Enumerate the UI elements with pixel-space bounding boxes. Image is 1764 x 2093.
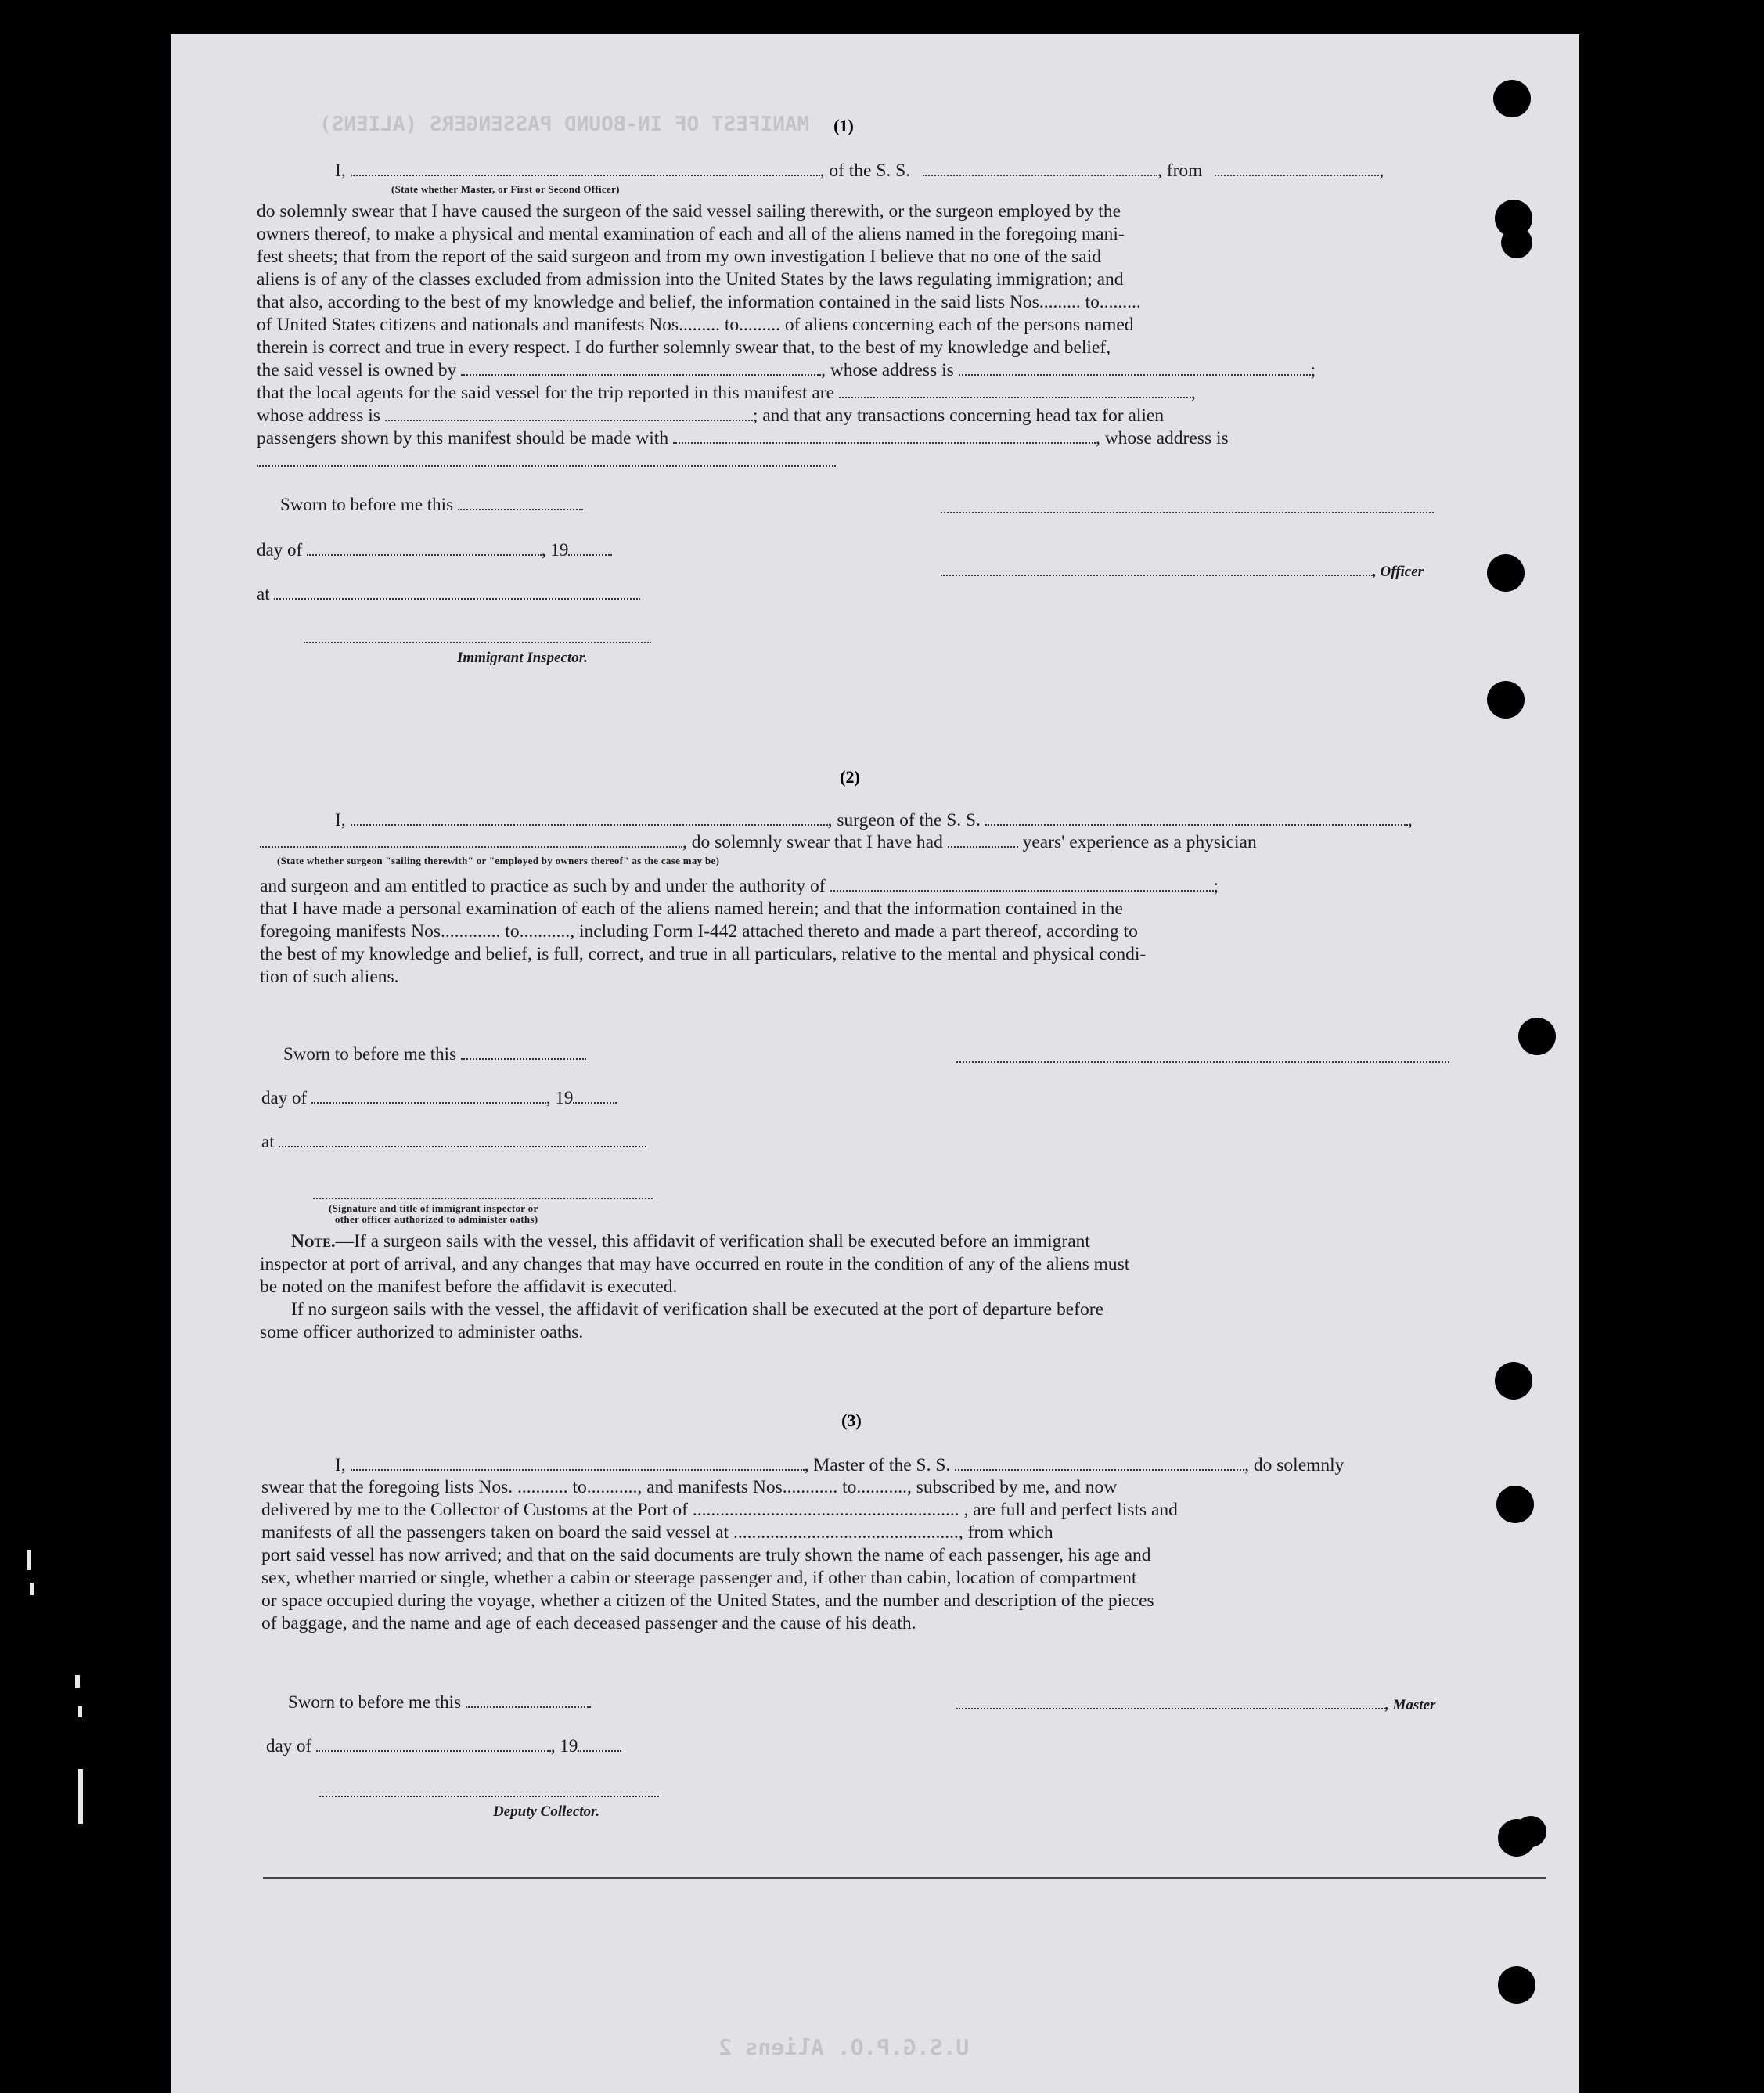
section-3-sworn <box>288 1692 591 1713</box>
contact-address-field[interactable] <box>257 463 836 467</box>
note-line: inspector at port of arrival, and any changes that may have occurred en route in the condition of any of the aliens must <box>260 1254 1130 1274</box>
document-page <box>171 34 1579 2093</box>
para-line: aliens is of any of the classes excluded from admission into the United States by the laws regulating immigration; and <box>257 269 1124 290</box>
years-experience-label: years' experience as a physician <box>1022 832 1257 852</box>
para-line: owners thereof, to make a physical and mental examination of each and all of the aliens named in the foregoing mani- <box>257 224 1125 244</box>
section-1-at <box>257 584 640 604</box>
scan-mark <box>75 1675 80 1688</box>
section-2-i: I, <box>335 810 346 830</box>
scan-mark <box>78 1769 83 1824</box>
head-tax-contact-field[interactable] <box>673 441 1096 444</box>
year-field[interactable] <box>568 553 612 556</box>
surgeon-of-ss-label: , surgeon of the S. S. <box>827 810 981 830</box>
surgeon-name-field[interactable] <box>351 823 828 826</box>
year-label: , 19 <box>541 540 569 560</box>
master-name-field[interactable] <box>351 1468 805 1471</box>
at-label: at <box>261 1132 275 1151</box>
note-text: —If a surgeon sails with the vessel, this affidavit of verification shall be executed before an immigrant <box>335 1231 1090 1252</box>
bleed-through-footer: U.S.G.P.O. Aliens 2 <box>718 2034 970 2060</box>
owner-address-label: , whose address is <box>821 360 954 380</box>
master-label: , Master <box>1385 1697 1436 1713</box>
punch-hole <box>1493 80 1531 117</box>
scan-mark <box>78 1706 82 1717</box>
para-line: of baggage, and the name and age of each deceased passenger and the cause of his death. <box>261 1613 916 1634</box>
section-1-sworn <box>280 495 583 515</box>
agents-line: that the local agents for the said vessel for the trip reported in this manifest are , <box>257 383 1196 403</box>
agents-field[interactable] <box>839 395 1191 398</box>
section-3-ship-field[interactable] <box>955 1468 1244 1471</box>
note2-first <box>260 1299 1622 1321</box>
owner-line: the said vessel is owned by , whose address is ; <box>257 360 1316 380</box>
section-2-sworn <box>283 1044 586 1065</box>
punch-hole <box>1496 1486 1534 1523</box>
para-line: manifests of all the passengers taken on board the said vessel at ................................................., from which <box>261 1522 1053 1543</box>
para-line: sex, whether married or single, whether a cabin or steerage passenger and, if other than cabin, location of compartment <box>261 1568 1137 1588</box>
punch-hole <box>1515 1816 1546 1847</box>
whose-address-label: whose address is <box>257 405 380 426</box>
para-line: of United States citizens and nationals and manifests Nos......... to......... of aliens concerning each of the persons named <box>257 315 1134 335</box>
section-2-line-2 <box>260 831 1622 854</box>
officer-signature-line-1[interactable] <box>941 512 1434 513</box>
section-3-paragraph <box>261 1476 1626 1635</box>
section-2-paragraph <box>260 875 1622 989</box>
punch-hole <box>1501 227 1532 258</box>
section-2-status-caption: (State whether surgeon "sailing therewith" or "employed by owners thereof" as the case may be) <box>277 855 720 866</box>
day-of-label: day of <box>261 1088 308 1108</box>
owned-by-label: the said vessel is owned by <box>257 360 457 380</box>
note-label: Note. <box>291 1231 336 1252</box>
officer-signature-line-2[interactable] <box>941 573 1373 576</box>
do-solemnly-label: , do solemnly <box>1244 1455 1345 1475</box>
authority-signature-line[interactable] <box>313 1198 653 1199</box>
at-place-field[interactable] <box>274 596 640 600</box>
month-field[interactable] <box>316 1749 551 1752</box>
sworn-day-field[interactable] <box>461 1057 586 1060</box>
para-line: tion of such aliens. <box>260 967 399 987</box>
deputy-signature-line[interactable] <box>319 1796 659 1797</box>
punch-hole <box>1487 554 1525 592</box>
section-3-day <box>266 1736 621 1756</box>
section-1-number: (1) <box>833 116 854 135</box>
authority-field[interactable] <box>830 888 1214 892</box>
section-1-i: I, <box>335 160 346 181</box>
para-line: swear that the foregoing lists Nos. ........... to..........., and manifests Nos............ to..........., subscribed by me, and now <box>261 1477 1118 1497</box>
years-field[interactable] <box>948 845 1018 848</box>
section-3-line-1 <box>304 1454 1626 1477</box>
punch-hole <box>1498 1966 1535 2004</box>
agent-address-line <box>257 405 1612 427</box>
section-1-day <box>257 540 612 560</box>
bottom-rule <box>263 1877 1546 1879</box>
para-line: therein is correct and true in every respect. I do further solemnly swear that, to the best of my knowledge and belief, <box>257 337 1111 358</box>
at-place-field[interactable] <box>279 1144 646 1147</box>
authority-label: and surgeon and am entitled to practice as such by and under the authority of <box>260 876 826 896</box>
note2-text: If no surgeon sails with the vessel, the affidavit of verification shall be executed at the port of departure before <box>291 1299 1103 1320</box>
from-port-field[interactable] <box>1215 173 1379 176</box>
para-line: port said vessel has now arrived; and that on the said documents are truly shown the name of each passenger, his age and <box>261 1545 1151 1565</box>
section-2-number: (2) <box>840 767 860 787</box>
whose-address-is-label: , whose address is <box>1095 428 1229 448</box>
surgeon-signature-line[interactable] <box>956 1061 1449 1063</box>
para-line: that I have made a personal examination of each of the aliens named herein; and that the information contained in the <box>260 899 1123 919</box>
owner-field[interactable] <box>461 373 821 376</box>
note-line-1 <box>260 1230 1622 1253</box>
master-signature-line[interactable] <box>956 1706 1385 1709</box>
para-line: foregoing manifests Nos............. to..........., including Form I-442 attached thereto and made a part thereof, according to <box>260 921 1138 942</box>
master-of-ss-label: , Master of the S. S. <box>804 1455 951 1475</box>
surgeon-status-field[interactable] <box>260 845 682 848</box>
section-2-at <box>261 1132 646 1152</box>
section-1-officer <box>941 560 1424 581</box>
inspector-signature-line[interactable] <box>304 642 651 643</box>
note-line: be noted on the manifest before the affidavit is executed. <box>260 1277 678 1297</box>
transactions-label: ; and that any transactions concerning head tax for alien <box>752 405 1165 426</box>
punch-hole <box>1495 1362 1532 1400</box>
passengers-label: passengers shown by this manifest should be made with <box>257 428 669 448</box>
sig-caption-1: (Signature and title of immigrant inspector or <box>329 1202 538 1214</box>
note-block <box>260 1230 1622 1344</box>
scan-mark <box>27 1550 31 1570</box>
para-line: that also, according to the best of my knowledge and belief, the information contained in the said lists Nos......... to......... <box>257 292 1141 312</box>
month-field[interactable] <box>311 1101 546 1104</box>
sworn-label: Sworn to before me this <box>280 495 454 514</box>
note2-second: some officer authorized to administer oaths. <box>260 1322 584 1342</box>
sworn-day-field[interactable] <box>458 507 583 510</box>
section-3-master <box>956 1694 1435 1714</box>
owner-address-field[interactable] <box>959 373 1311 376</box>
sworn-label: Sworn to before me this <box>288 1692 462 1712</box>
day-of-label: day of <box>266 1736 312 1756</box>
section-1-oath-line: I, , of the S. S. , from , <box>335 160 1384 181</box>
para-line: delivered by me to the Collector of Customs at the Port of .......................................................... , are full and perfect lists and <box>261 1500 1178 1520</box>
swear-had-label: , do solemnly swear that I have had <box>682 832 943 852</box>
agent-address-field[interactable] <box>385 418 753 421</box>
day-of-label: day of <box>257 540 303 560</box>
officer-label: , Officer <box>1373 564 1424 580</box>
ship-name-field[interactable] <box>923 173 1157 176</box>
section-2-ship-field[interactable] <box>985 823 1408 826</box>
year-label: , 19 <box>550 1736 578 1756</box>
punch-hole <box>1518 1018 1556 1055</box>
para-line: the best of my knowledge and belief, is full, correct, and true in all particulars, relative to the mental and physical condi- <box>260 944 1147 964</box>
deputy-caption: Deputy Collector. <box>493 1803 600 1820</box>
punch-hole <box>1487 681 1525 719</box>
agents-label: that the local agents for the said vessel for the trip reported in this manifest are <box>257 383 835 403</box>
bleed-through-text: MANIFEST OF IN-BOUND PASSENGERS (ALIENS) <box>319 113 810 136</box>
passengers-line <box>257 427 1612 450</box>
section-3-number: (3) <box>841 1410 862 1430</box>
inspector-caption: Immigrant Inspector. <box>457 650 588 666</box>
section-1-rank-caption: (State whether Master, or First or Second Officer) <box>391 183 620 195</box>
para-line: or space occupied during the voyage, whether a citizen of the United States, and the number and description of the pieces <box>261 1590 1154 1611</box>
para-line: fest sheets; that from the report of the said surgeon and from my own investigation I believe that no one of the said <box>257 247 1101 267</box>
para-line: do solemnly swear that I have caused the surgeon of the said vessel sailing therewith, or the surgeon employed by the <box>257 201 1121 222</box>
from-label: , from <box>1157 160 1203 181</box>
section-3-i: I, <box>335 1455 346 1475</box>
sworn-label: Sworn to before me this <box>283 1044 457 1064</box>
officer-rank-field[interactable] <box>351 173 820 176</box>
section-2-line-1: I, , surgeon of the S. S. , <box>335 810 1413 830</box>
sworn-day-field[interactable] <box>466 1705 591 1708</box>
at-label: at <box>257 584 270 603</box>
year-field[interactable] <box>578 1749 621 1752</box>
sig-caption-2: other officer authorized to administer oaths) <box>335 1213 538 1225</box>
section-2-day <box>261 1088 617 1108</box>
month-field[interactable] <box>307 553 542 556</box>
of-ss-label: , of the S. S. <box>819 160 911 181</box>
authority-line: and surgeon and am entitled to practice as such by and under the authority of ; <box>260 876 1219 896</box>
year-field[interactable] <box>573 1101 617 1104</box>
scan-mark <box>30 1583 34 1595</box>
section-1-paragraph <box>257 200 1612 473</box>
year-label: , 19 <box>545 1088 574 1108</box>
